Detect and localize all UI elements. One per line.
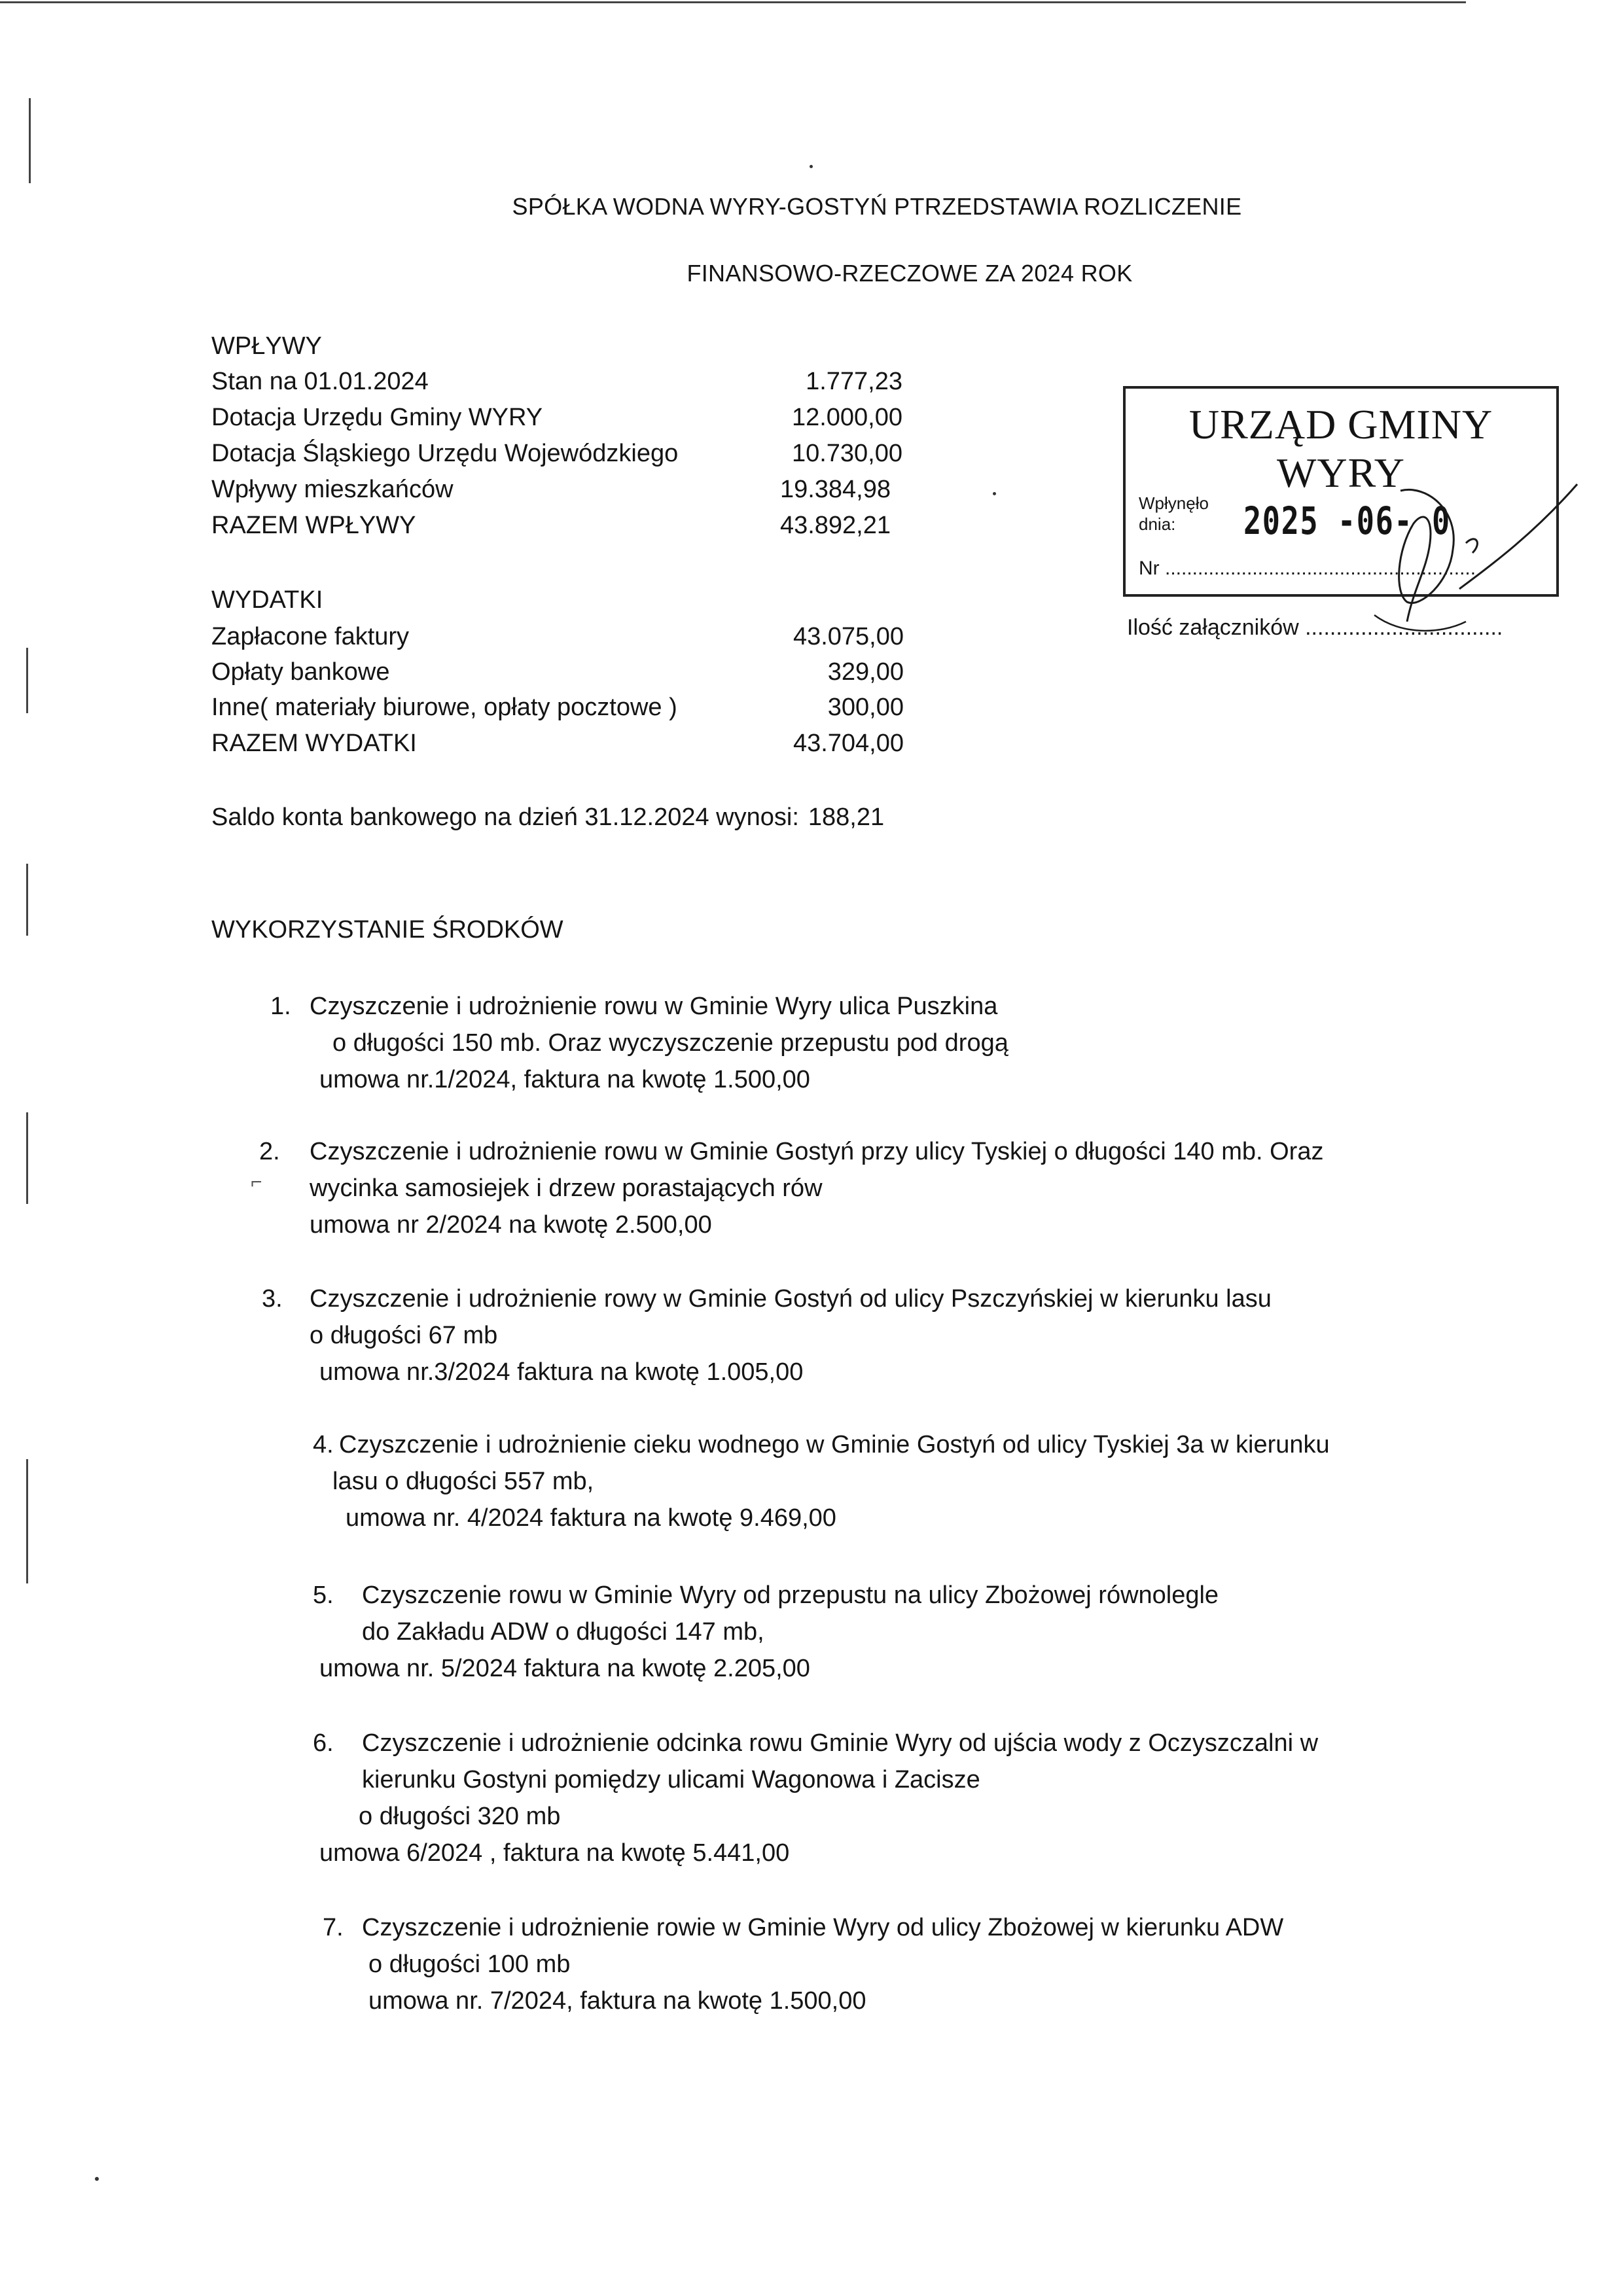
scan-top-edge [0, 1, 1466, 3]
expense-row-amount: 329,00 [827, 658, 904, 686]
expense-total-row [211, 730, 918, 766]
item-line: Czyszczenie i udrożnienie cieku wodnego w Gminie Gostyń od ulicy Tyskiej 3a w kierunku [339, 1431, 1330, 1458]
expense-row [211, 623, 918, 660]
document-title-line-2: FINANSOWO-RZECZOWE ZA 2024 ROK [687, 260, 1133, 287]
item-line: o długości 67 mb [310, 1322, 498, 1349]
income-row-amount: 43.892,21 [779, 512, 891, 539]
income-row [211, 476, 918, 512]
expense-row-label: Inne( materiały biurowe, opłaty pocztowe ) [211, 694, 677, 721]
stamp-attachments-line: Ilość załączników ................................ [1127, 615, 1503, 640]
document-title-line-1: SPÓŁKA WODNA WYRY-GOSTYŃ PTRZEDSTAWIA ROZLICZENIE [512, 193, 1242, 220]
item-number: 5. [313, 1581, 334, 1609]
item-line: umowa nr. 4/2024 faktura na kwotę 9.469,00 [346, 1504, 836, 1532]
income-row [211, 368, 918, 404]
expense-row-label: Opłaty bankowe [211, 658, 390, 686]
scan-speck [95, 2177, 99, 2181]
expense-row-amount: 43.075,00 [793, 623, 904, 650]
item-number: 4. [313, 1431, 334, 1458]
income-row-label: Dotacja Urzędu Gminy WYRY [211, 404, 543, 431]
item-line: do Zakładu ADW o długości 147 mb, [362, 1618, 764, 1646]
item-line: Czyszczenie i udrożnienie rowu w Gminie Gostyń przy ulicy Tyskiej o długości 140 mb. Oraz [310, 1138, 1324, 1165]
handwritten-signature [1361, 471, 1623, 641]
item-line: umowa nr. 5/2024 faktura na kwotę 2.205,00 [319, 1655, 810, 1682]
income-heading: WPŁYWY [211, 332, 322, 360]
stamp-office-name: URZĄD GMINY WYRY [1188, 401, 1493, 496]
funds-usage-heading: WYKORZYSTANIE ŚRODKÓW [211, 916, 563, 944]
stamp-received-label: Wpłynęło [1139, 493, 1209, 513]
item-line: Czyszczenie i udrożnienie rowy w Gminie Gostyń od ulicy Pszczyńskiej w kierunku lasu [310, 1285, 1272, 1313]
income-row-amount: 10.730,00 [791, 440, 902, 467]
item-line: umowa nr 2/2024 na kwotę 2.500,00 [310, 1211, 712, 1239]
income-row-label: RAZEM WPŁYWY [211, 512, 416, 539]
item-line: umowa nr. 7/2024, faktura na kwotę 1.500,00 [368, 1987, 866, 2015]
item-line: umowa nr.1/2024, faktura na kwotę 1.500,00 [319, 1066, 810, 1093]
stamp-date: 2025 -06- 0 [1243, 499, 1451, 543]
item-line: lasu o długości 557 mb, [332, 1468, 594, 1495]
scan-left-edge-mark [26, 864, 28, 936]
stamp-date-label: dnia: [1139, 514, 1176, 534]
item-line: Czyszczenie rowu w Gminie Wyry od przepustu na ulicy Zbożowej równolegle [362, 1581, 1219, 1609]
stamp-nr-line: Nr ......................................................... [1139, 557, 1476, 579]
expense-row-amount: 43.704,00 [793, 730, 904, 757]
item-line: o długości 100 mb [368, 1951, 571, 1978]
scan-left-edge-mark [26, 1459, 28, 1583]
item-line: o długości 150 mb. Oraz wyczyszczenie przepustu pod drogą [332, 1029, 1008, 1057]
income-row-amount: 12.000,00 [791, 404, 902, 431]
income-row [211, 440, 918, 476]
income-row-amount: 19.384,98 [779, 476, 891, 503]
item-line: Czyszczenie i udrożnienie odcinka rowu Gminie Wyry od ujścia wody z Oczyszczalni w [362, 1729, 1319, 1757]
item-line: o długości 320 mb [359, 1803, 561, 1830]
margin-tick: ⌐ [251, 1171, 262, 1193]
item-number: 6. [313, 1729, 334, 1757]
item-line: umowa nr.3/2024 faktura na kwotę 1.005,00 [319, 1358, 804, 1386]
item-number: 2. [259, 1138, 280, 1165]
expense-row-label: RAZEM WYDATKI [211, 730, 417, 757]
scan-speck [810, 165, 813, 168]
scan-left-edge-mark [26, 1112, 28, 1204]
item-line: kierunku Gostyni pomiędzy ulicami Wagonowa i Zacisze [362, 1766, 980, 1793]
income-row-amount: 1.777,23 [806, 368, 902, 395]
item-number: 3. [262, 1285, 283, 1313]
income-row-label: Dotacja Śląskiego Urzędu Wojewódzkiego [211, 440, 679, 467]
item-number: 7. [323, 1914, 344, 1941]
expense-row-label: Zapłacone faktury [211, 623, 410, 650]
income-row [211, 404, 918, 440]
expenses-heading: WYDATKI [211, 586, 323, 614]
item-line: Czyszczenie i udrożnienie rowu w Gminie Wyry ulica Puszkina [310, 993, 998, 1020]
balance-line [211, 804, 884, 832]
item-line: wycinka samosiejek i drzew porastających rów [310, 1174, 823, 1202]
scan-left-edge-mark [26, 648, 28, 713]
item-line: Czyszczenie i udrożnienie rowie w Gminie Wyry od ulicy Zbożowej w kierunku ADW [362, 1914, 1284, 1941]
scan-speck [993, 492, 996, 495]
item-line: umowa 6/2024 , faktura na kwotę 5.441,00 [319, 1839, 790, 1867]
income-row-label: Wpływy mieszkańców [211, 476, 454, 503]
expense-row-amount: 300,00 [827, 694, 904, 721]
balance-value: 188,21 [808, 804, 885, 831]
scan-left-edge-mark [29, 98, 31, 183]
item-number: 1. [270, 993, 291, 1020]
expense-row [211, 658, 918, 695]
income-total-row [211, 512, 918, 548]
income-row-label: Stan na 01.01.2024 [211, 368, 429, 395]
expense-row [211, 694, 918, 730]
balance-label: Saldo konta bankowego na dzień 31.12.2024 wynosi: [211, 804, 799, 831]
